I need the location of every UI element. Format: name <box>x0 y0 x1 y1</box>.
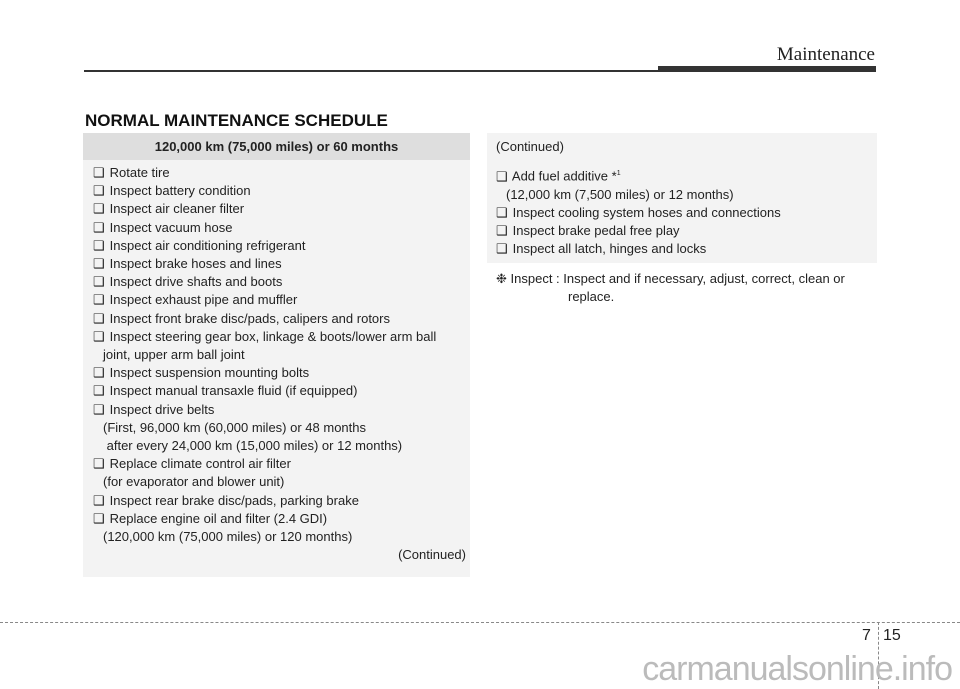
item-text: Inspect battery condition <box>109 183 251 199</box>
checkbox-icon: ❑ <box>93 292 105 308</box>
item-text: Inspect all latch, hinges and locks <box>512 241 707 257</box>
note-text: Inspect and if necessary, adjust, correct, clean or <box>563 271 845 286</box>
chapter-number: 7 <box>862 627 871 644</box>
footer-rule <box>0 622 960 623</box>
item-text: Replace engine oil and filter (2.4 GDI) <box>109 510 328 526</box>
continued-label: (Continued) <box>496 139 564 154</box>
list-item <box>93 437 470 455</box>
list-item <box>93 382 470 400</box>
list-item <box>496 240 877 258</box>
item-text: Inspect air conditioning refrigerant <box>109 237 306 253</box>
list-item <box>93 164 470 182</box>
list-item <box>93 328 470 346</box>
item-text: Inspect brake pedal free play <box>512 223 680 239</box>
list-item <box>93 455 470 473</box>
checklist <box>83 160 470 546</box>
checkbox-icon: ❑ <box>93 237 105 253</box>
list-item <box>496 222 877 240</box>
checkbox-icon: ❑ <box>93 219 105 235</box>
header-bar <box>658 66 876 72</box>
schedule-panel-left <box>83 133 470 577</box>
item-text: Inspect drive shafts and boots <box>109 274 283 290</box>
list-item <box>93 255 470 273</box>
continued-label: (Continued) <box>398 547 466 563</box>
checkbox-icon: ❑ <box>496 241 508 257</box>
checkbox-icon: ❑ <box>93 201 105 217</box>
list-item <box>93 200 470 218</box>
checkbox-icon: ❑ <box>496 168 508 184</box>
checkbox-icon: ❑ <box>93 328 105 344</box>
checkbox-icon: ❑ <box>93 274 105 290</box>
checkbox-icon: ❑ <box>93 492 105 508</box>
item-text: (for evaporator and blower unit) <box>103 474 285 490</box>
checkbox-icon: ❑ <box>93 510 105 526</box>
footnote-mark: 1 <box>616 170 621 178</box>
item-text: Inspect front brake disc/pads, calipers and rotors <box>109 310 390 326</box>
item-text: Add fuel additive * <box>511 168 617 184</box>
checkbox-icon: ❑ <box>93 165 105 180</box>
header-rule <box>84 70 658 72</box>
checkbox-icon: ❑ <box>93 256 105 272</box>
list-item <box>496 186 877 204</box>
item-text: joint, upper arm ball joint <box>103 347 245 363</box>
list-item <box>496 204 877 222</box>
page-number: 15 <box>883 627 901 644</box>
list-item <box>93 273 470 291</box>
list-item <box>93 401 470 419</box>
section-title: NORMAL MAINTENANCE SCHEDULE <box>85 111 388 130</box>
checkbox-icon: ❑ <box>93 383 105 399</box>
checkbox-icon: ❑ <box>93 401 105 417</box>
watermark: carmanualsonline.info <box>642 650 952 688</box>
list-item <box>93 310 470 328</box>
item-text: after every 24,000 km (15,000 miles) or 12 months) <box>103 438 403 454</box>
inspect-note <box>496 270 878 306</box>
header-title: Maintenance <box>776 44 875 65</box>
checkbox-icon: ❑ <box>496 204 508 220</box>
list-item <box>93 291 470 309</box>
list-item <box>93 419 470 437</box>
item-text: Rotate tire <box>109 165 170 180</box>
item-text: (120,000 km (75,000 miles) or 120 months) <box>103 529 353 545</box>
item-text: Inspect drive belts <box>109 401 215 417</box>
item-text: Inspect exhaust pipe and muffler <box>109 292 298 308</box>
list-item <box>93 346 470 364</box>
item-text: Inspect rear brake disc/pads, parking brake <box>109 492 359 508</box>
checkbox-icon: ❑ <box>93 456 105 472</box>
item-text: Inspect manual transaxle fluid (if equipped) <box>109 383 358 399</box>
checkbox-icon: ❑ <box>93 310 105 326</box>
note-symbol-icon: ❉ <box>496 271 507 286</box>
list-item <box>93 528 470 546</box>
checkbox-icon: ❑ <box>496 223 508 239</box>
item-text: (12,000 km (7,500 miles) or 12 months) <box>506 186 734 202</box>
checklist <box>487 133 877 259</box>
item-text: (First, 96,000 km (60,000 miles) or 48 months <box>103 419 366 435</box>
checkbox-icon: ❑ <box>93 365 105 381</box>
list-item <box>93 237 470 255</box>
item-text: Inspect suspension mounting bolts <box>109 365 310 381</box>
list-item <box>93 364 470 382</box>
item-text: Inspect vacuum hose <box>109 219 233 235</box>
item-text: Inspect steering gear box, linkage & boots/lower arm ball <box>109 328 437 344</box>
list-item <box>93 492 470 510</box>
list-item <box>93 510 470 528</box>
list-item <box>93 182 470 200</box>
checklist-rest <box>496 186 877 259</box>
interval-heading: 120,000 km (75,000 miles) or 60 months <box>83 133 470 160</box>
note-text-cont: replace. <box>568 289 615 304</box>
checkbox-icon: ❑ <box>93 183 105 199</box>
list-item <box>93 219 470 237</box>
list-item <box>496 165 877 186</box>
schedule-panel-right <box>487 133 877 263</box>
note-label: Inspect : <box>510 271 560 286</box>
item-text: Inspect cooling system hoses and connections <box>512 204 781 220</box>
item-text: Inspect air cleaner filter <box>109 201 245 217</box>
item-text: Replace climate control air filter <box>109 456 291 472</box>
list-item <box>93 473 470 491</box>
item-text: Inspect brake hoses and lines <box>109 256 282 272</box>
